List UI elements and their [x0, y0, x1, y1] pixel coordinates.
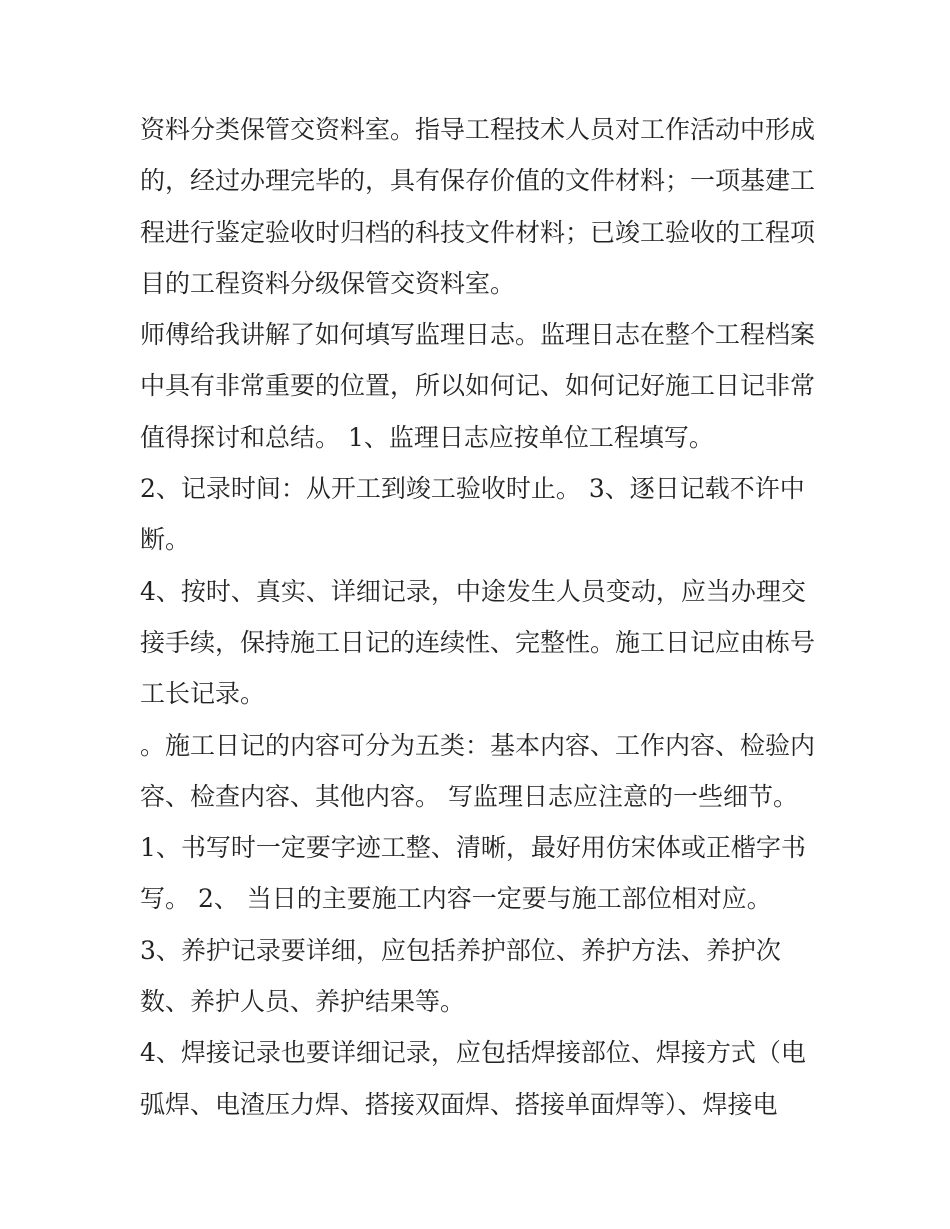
text-line: 资料分类保管交资料室。指导工程技术人员对工作活动中形成	[140, 115, 816, 144]
text-line: 2、记录时间：从开工到竣工验收时止。 3、逐日记载不许中	[140, 474, 805, 504]
text-line: 中具有非常重要的位置，所以如何记、如何记好施工日记非常	[140, 371, 816, 401]
text-line: 师傅给我讲解了如何填写监理日志。监理日志在整个工程档案	[140, 320, 816, 350]
text-line: 4、按时、真实、详细记录，中途发生人员变动，应当办理交	[140, 576, 806, 606]
text-line: 容、检查内容、其他内容。 写监理日志应注意的一些细节。	[140, 781, 798, 811]
text-line: 写。 2、 当日的主要施工内容一定要与施工部位相对应。	[140, 884, 772, 914]
text-line: 工长记录。	[140, 679, 266, 709]
text-line: 接手续，保持施工日记的连续性、完整性。施工日记应由栋号	[140, 627, 816, 657]
text-line: 的，经过办理完毕的，具有保存价值的文件材料；一项基建工	[140, 166, 816, 196]
text-line: 。施工日记的内容可分为五类：基本内容、工作内容、检验内	[140, 730, 816, 760]
body-text	[140, 104, 820, 1130]
text-line: 目的工程资料分级保管交资料室。	[140, 268, 516, 298]
text-line: 4、焊接记录也要详细记录，应包括焊接部位、焊接方式（电	[140, 1038, 806, 1068]
text-line: 断。	[140, 525, 191, 555]
text-line: 弧焊、电渣压力焊、搭接双面焊、搭接单面焊等）、焊接电	[140, 1089, 778, 1119]
text-line: 1、书写时一定要字迹工整、清晰，最好用仿宋体或正楷字书	[140, 833, 806, 863]
text-line: 数、养护人员、养护结果等。	[140, 987, 466, 1017]
text-line: 值得探讨和总结。 1、监理日志应按单位工程填写。	[140, 422, 714, 452]
text-line: 3、养护记录要详细，应包括养护部位、养护方法、养护次	[140, 935, 781, 965]
text-line: 程进行鉴定验收时归档的科技文件材料；已竣工验收的工程项	[140, 217, 816, 247]
